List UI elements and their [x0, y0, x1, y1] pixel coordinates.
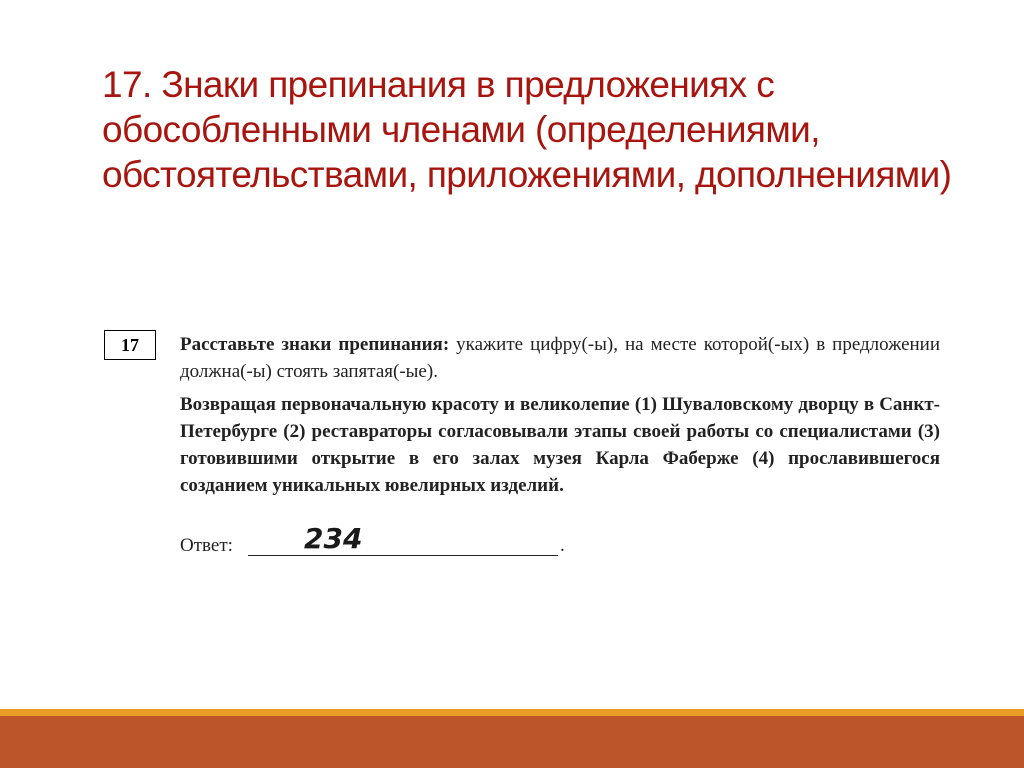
- answer-terminator: .: [560, 535, 565, 556]
- task-sentence: Возвращая первоначальную красоту и великолепие (1) Шуваловскому дворцу в Санкт-Петербурге (2) реставраторы согласовывали этапы своей работы со специалистами (3) готовившими открытие в его залах музея Карла Фаберже (4) прославившегося созданием уникальных ювелирных изделий.: [180, 394, 940, 496]
- slide-title: 17. Знаки препинания в предложениях с обособленными членами (определениями, обстоятельствами, приложениями, дополнениями): [102, 64, 952, 195]
- task-instruction: [180, 331, 940, 385]
- answer-line: [248, 555, 558, 556]
- instruction-text: укажите цифру(-ы), на месте которой(-ых) в предложении должна(-ы) стоять запятая(-ые).: [180, 334, 941, 382]
- instruction-lead: Расставьте знаки препинания:: [180, 334, 450, 355]
- footer-stripe-dark: [0, 716, 1024, 768]
- footer-stripe-light: [0, 709, 1024, 716]
- task-block: [104, 330, 944, 600]
- answer-value: 234: [304, 522, 363, 555]
- footer-band: [0, 709, 1024, 768]
- answer-row: [180, 522, 940, 561]
- answer-label: Ответ:: [180, 535, 233, 556]
- task-body: [180, 331, 940, 561]
- task-number-box: 17: [104, 330, 156, 360]
